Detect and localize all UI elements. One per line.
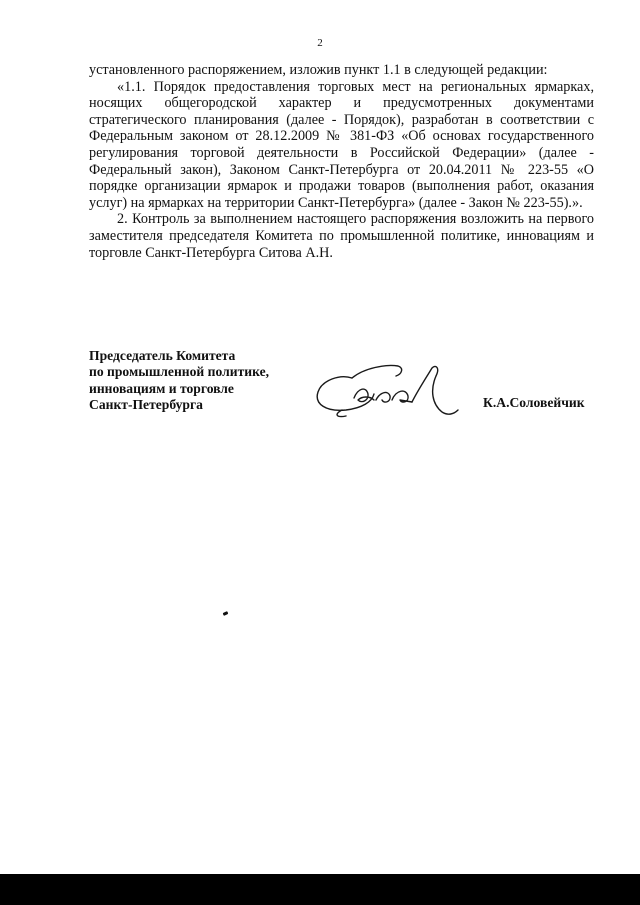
signatory-title: [89, 348, 319, 414]
signatory-title-line: Председатель Комитета: [89, 348, 236, 363]
signer-name: К.А.Соловейчик: [483, 395, 585, 410]
scan-speck: [223, 611, 229, 616]
signatory-title-line: инновациям и торговле: [89, 380, 234, 396]
paragraph-clause-2: 2. Контроль за выполнением настоящего распоряжения возложить на первого заместителя председателя Комитета по промышленной политике, инновациям и торговле Санкт-Петербурга Ситова А.Н.: [89, 211, 594, 261]
paragraph-intro: установленного распоряжением, изложив пункт 1.1 в следующей редакции:: [89, 62, 548, 78]
signatory-title-line: Санкт-Петербурга: [89, 397, 203, 413]
signatory-title-line: по промышленной политике,: [89, 364, 270, 380]
document-body: [89, 62, 594, 261]
scan-bottom-edge: [0, 874, 640, 905]
paragraph-clause-1-1: «1.1. Порядок предоставления торговых мест на региональных ярмарках, носящих общегородской характер и предусмотренных документами стратегического планирования (далее - Порядок), разработан в соответствии с Федеральным законом от 28.12.2009 № 381-ФЗ «Об основах государственного регулирования торговой деятельности в Российской Федерации» (далее - Федеральный закон), Законом Санкт-Петербурга от 20.04.2011 № 223-55 «О порядке организации ярмарок и продажи товаров (выполнения работ, оказания услуг) на ярмарках на территории Санкт-Петербурга» (далее - Закон № 223-55).».: [89, 78, 594, 211]
page-number: 2: [317, 37, 323, 49]
handwritten-signature: [312, 360, 472, 420]
